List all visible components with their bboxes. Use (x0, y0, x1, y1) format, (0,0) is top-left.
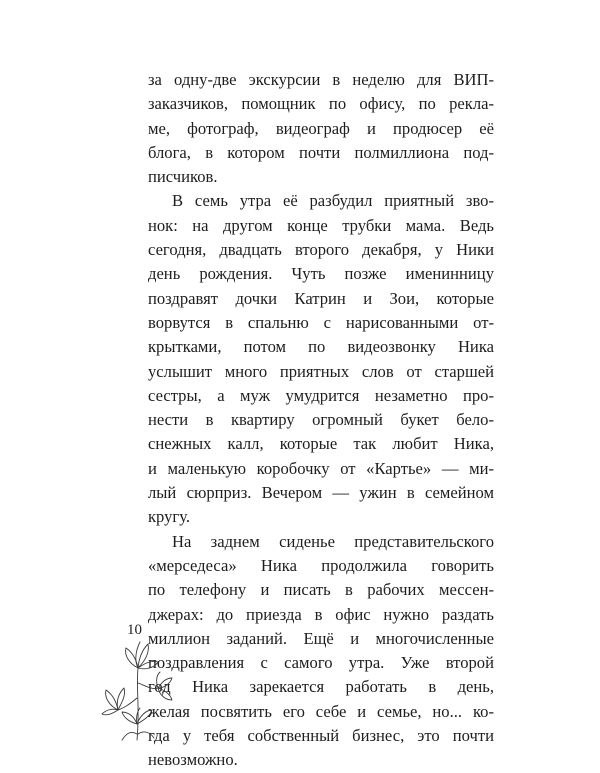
text-line: сегодня, двадцать второго декабря, у Ники (148, 240, 494, 260)
text-line: сестры, а муж умудрится незаметно про- (148, 385, 494, 405)
text-line: В семь утра её разбудил приятный зво- (172, 191, 494, 211)
text-line: джерах: до приезда в офис нужно раздать (148, 604, 494, 624)
text-line: миллион заданий. Ещё и многочисленные (148, 628, 494, 648)
text-line: желая посвятить его себе и семье, но... ко- (148, 701, 494, 721)
text-line: «мерседеса» Ника продолжила говорить (148, 555, 494, 575)
body-text (148, 68, 494, 773)
text-line: блога, в котором почти полмиллиона под- (148, 142, 494, 162)
text-line: снежных калл, которые так любит Ника, (148, 434, 494, 454)
text-line: год Ника зарекается работать в день, (148, 677, 494, 697)
text-line: крытками, потом по видеозвонку Ника (148, 337, 494, 357)
text-line: гда у тебя собственный бизнес, это почти (148, 726, 494, 746)
text-line: заказчиков, помощник по офису, по рекла- (148, 94, 494, 114)
calla-lily-ornament-icon (100, 638, 176, 742)
text-line: поздравления с самого утра. Уже второй (148, 653, 494, 673)
text-line: ворвутся в спальню с нарисованными от- (148, 312, 494, 332)
page-number: 10 (127, 622, 142, 638)
text-line: нок: на другом конце трубки мама. Ведь (148, 215, 494, 235)
text-line: день рождения. Чуть позже именинницу (148, 264, 494, 284)
text-line: кругу. (148, 507, 191, 527)
text-line: за одну-две экскурсии в неделю для ВИП- (148, 70, 494, 89)
text-line: невозможно. (148, 750, 238, 770)
text-line: писчиков. (148, 167, 218, 187)
text-line: услышит много приятных слов от старшей (148, 361, 494, 381)
text-line: ме, фотограф, видеограф и продюсер её (148, 118, 494, 138)
text-line: по телефону и писать в рабочих мессен- (148, 580, 494, 600)
text-line: нести в квартиру огромный букет бело- (148, 410, 494, 430)
text-line: лый сюрприз. Вечером — ужин в семейном (148, 483, 494, 503)
text-line: поздравят дочки Катрин и Зои, которые (148, 288, 494, 308)
text-line: На заднем сиденье представительского (172, 531, 494, 551)
text-line: и маленькую коробочку от «Картье» — ми- (148, 458, 494, 478)
